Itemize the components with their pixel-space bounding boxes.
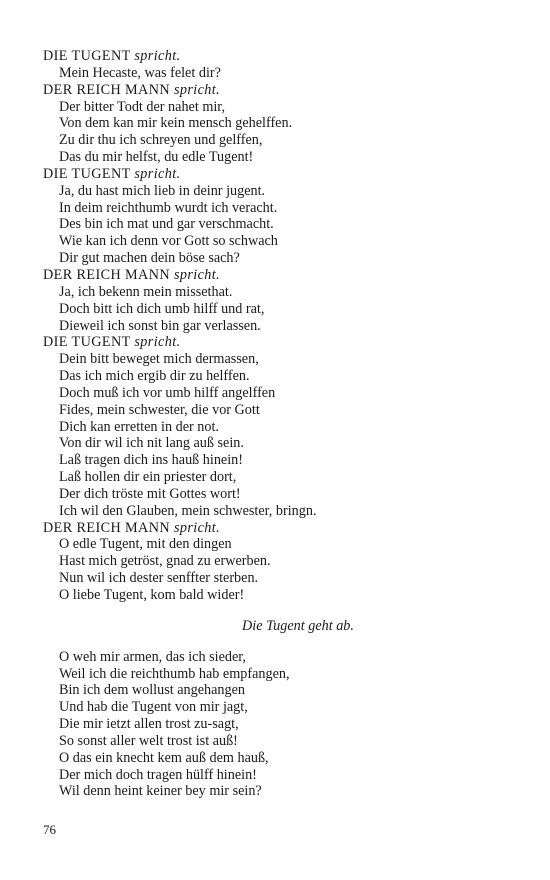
speaker-verb: spricht. (134, 165, 181, 182)
verse-line: Dich kan erretten in der not. (59, 418, 219, 435)
verse-line: Der mich doch tragen hülff hinein! (59, 766, 257, 783)
verse-line: Das du mir helfst, du edle Tugent! (59, 149, 254, 166)
verse-line: Wie kan ich denn vor Gott so schwach (59, 233, 278, 250)
verse-line: Bin ich dem wollust angehangen (59, 682, 245, 699)
verse-line: O das ein knecht kem auß dem hauß, (59, 749, 269, 766)
verse-line: Die mir ietzt allen trost zu-sagt, (59, 716, 239, 733)
verse-line: Von dir wil ich nit lang auß sein. (59, 435, 244, 452)
verse-line: Dieweil ich sonst bin gar verlassen. (59, 317, 261, 334)
verse-line: O liebe Tugent, kom bald wider! (59, 587, 245, 603)
verse-line: Hast mich getröst, gnad zu erwerben. (59, 553, 271, 570)
verse-line: Zu dir thu ich schreyen und gelffen, (59, 132, 263, 149)
verse-line: Von dem kan mir kein mensch gehelffen. (59, 115, 293, 132)
verse-line: Ja, du hast mich lieb in deinr jugent. (59, 182, 266, 199)
verse-line: Doch bitt ich dich umb hilff und rat, (59, 300, 265, 317)
speaker-verb: spricht. (173, 81, 221, 98)
verse-line: Ich wil den Glauben, mein schwester, bringn. (59, 502, 317, 519)
speaker-heading (43, 48, 523, 65)
verse-line: Der dich tröste mit Gottes wort! (59, 485, 241, 502)
verse-line: Laß tragen dich ins hauß hinein! (59, 452, 243, 469)
verse-line: Mein Hecaste, was felet dir? (59, 64, 221, 81)
verse-line: Dir gut machen dein böse sach? (59, 250, 240, 267)
speaker-name: DER REICH MANN (43, 519, 170, 536)
speaker-name: DER REICH MANN (43, 266, 170, 283)
verse-line: Ja, ich bekenn mein missethat. (59, 283, 233, 300)
speaker-heading (43, 520, 523, 537)
stage-direction: Die Tugent geht ab. (242, 617, 354, 634)
verse-line: Fides, mein schwester, die vor Gott (59, 401, 260, 418)
page-number: 76 (43, 822, 56, 837)
verse-line: Das ich mich ergib dir zu helffen. (59, 368, 250, 385)
speaker-heading (43, 267, 523, 284)
verse-line: Weil ich die reichthumb hab empfangen, (59, 665, 290, 682)
speaker-heading (43, 166, 523, 183)
verse-line: Laß hollen dir ein priester dort, (59, 469, 237, 486)
verse-line: Und hab die Tugent von mir jagt, (59, 699, 248, 716)
speaker-verb: spricht. (173, 519, 221, 536)
speaker-name: DER REICH MANN (43, 81, 170, 98)
speaker-verb: spricht. (173, 266, 221, 283)
verse-line: O weh mir armen, das ich sieder, (59, 648, 246, 665)
speaker-name: DIE TUGENT (43, 334, 131, 351)
verse-line: Dein bitt beweget mich dermassen, (59, 351, 259, 368)
speaker-name: DIE TUGENT (43, 165, 131, 182)
verse-line: In deim reichthumb wurdt ich veracht. (59, 199, 278, 216)
speaker-heading (43, 334, 523, 351)
verse-line: Doch muß ich vor umb hilff angelffen (59, 384, 276, 401)
verse-line: Nun wil ich dester senffter sterben. (59, 570, 259, 587)
verse-line: So sonst aller welt trost ist auß! (59, 732, 238, 749)
verse-line: Wil denn heint keiner bey mir sein? (59, 783, 262, 800)
verse-line: O edle Tugent, mit den dingen (59, 536, 232, 553)
verse-line: Der bitter Todt der nahet mir, (59, 98, 226, 115)
speaker-verb: spricht. (134, 334, 181, 351)
speaker-heading (43, 82, 523, 99)
speaker-verb: spricht. (134, 48, 181, 64)
play-text (43, 48, 523, 800)
speaker-name: DIE TUGENT (43, 48, 131, 64)
verse-line: Des bin ich mat und gar verschmacht. (59, 216, 274, 233)
